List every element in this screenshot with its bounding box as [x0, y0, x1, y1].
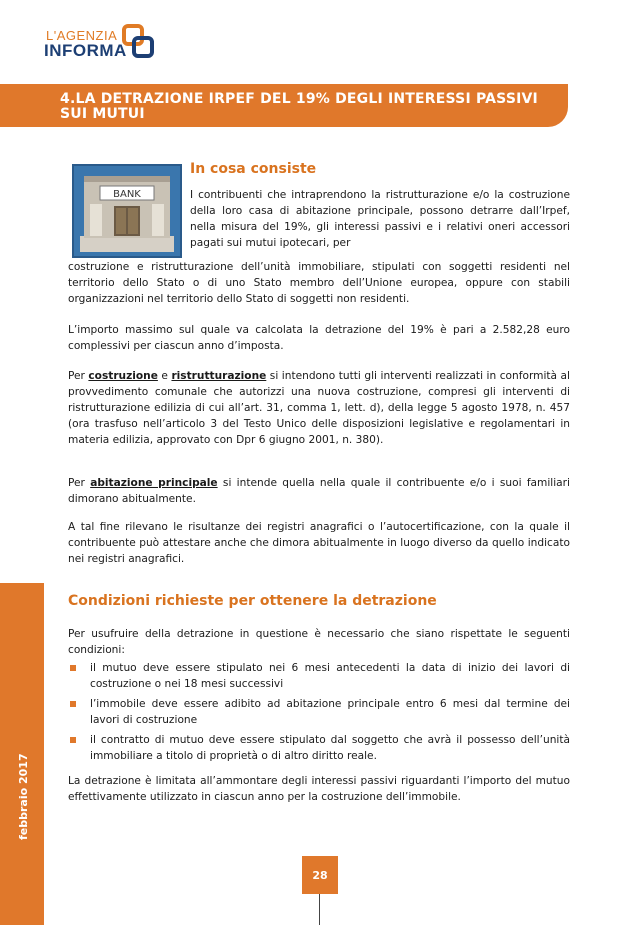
- logo-mark-icon: [122, 24, 156, 60]
- list-item-text: l’immobile deve essere adibito ad abitazione principale entro 6 mesi dal termine dei lavori di costruzione: [90, 698, 570, 726]
- text: si intende quella nella quale il contribuente e/o i suoi familiari dimorano abitualmente.: [68, 477, 570, 505]
- text: Per: [68, 370, 89, 382]
- bullet-icon: [70, 737, 76, 743]
- conditions-list: [68, 660, 570, 768]
- keyword-ristrutturazione: ristrutturazione: [171, 370, 267, 382]
- section-heading-consiste: In cosa consiste: [190, 161, 317, 177]
- bank-illustration: [70, 160, 184, 260]
- logo-line1: L'AGENZIA: [46, 28, 118, 43]
- list-item-text: il contratto di mutuo deve essere stipulato dal soggetto che avrà il possesso dell’unità immobiliare a titolo di proprietà o di altro diritto reale.: [90, 734, 570, 762]
- paragraph-importo: L’importo massimo sul quale va calcolata la detrazione del 19% è pari a 2.582,28 euro complessivi per ciascun anno d’imposta.: [68, 324, 570, 352]
- text: si intendono tutti gli interventi realizzati in conformità al provvedimento comunale che autorizzi una nuova costruzione, compresi gli interventi di ristrutturazione edilizia di cui all’art. 31, comma 1, lett. d), della legge 5 agosto 1978, n. 457 (ora trasfuso nell’articolo 3 del Testo Unico delle disposizioni legislative e regolamentari in materia edilizia, approvato con Dpr 6 giugno 2001, n. 380).: [68, 370, 570, 446]
- paragraph-closing: La detrazione è limitata all’ammontare degli interessi passivi riguardanti l’importo del mutuo effettivamente utilizzato in ciascun anno per la costruzione dell’immobile.: [68, 775, 570, 803]
- logo-line2: INFORMA: [44, 41, 127, 60]
- list-item: [68, 732, 570, 764]
- paragraph-registri: A tal fine rilevano le risultanze dei registri anagrafici o l’autocertificazione, con la quale il contribuente può attestare anche che dimora abitualmente in luogo diverso da quello indicato nei registri anagrafici.: [68, 521, 570, 565]
- paragraph-condizioni-intro: Per usufruire della detrazione in questione è necessario che siano rispettate le seguenti condizioni:: [68, 628, 570, 656]
- paragraph-costruzione: [68, 368, 570, 448]
- bullet-icon: [70, 701, 76, 707]
- agency-logo: [30, 14, 160, 64]
- side-date: [4, 800, 44, 840]
- page-title: 4.LA DETRAZIONE IRPEF DEL 19% DEGLI INTERESSI PASSIVI SUI MUTUI: [60, 91, 538, 122]
- list-item: [68, 696, 570, 728]
- section-heading-condizioni: Condizioni richieste per ottenere la detrazione: [68, 593, 437, 609]
- paragraph-abitazione: [68, 475, 570, 507]
- bank-sign: BANK: [113, 189, 141, 200]
- text: e: [157, 370, 172, 382]
- page-number: 28: [312, 869, 328, 882]
- keyword-costruzione: costruzione: [88, 370, 158, 382]
- text: Per: [68, 477, 91, 489]
- list-item: [68, 660, 570, 692]
- paragraph-intro-bottom: costruzione e ristrutturazione dell’unità immobiliare, stipulati con soggetti residenti nel territorio dello Stato o di uno Stato membro dell’Unione europea, oppure con stabili organizzazioni nel territorio dello Stato di soggetti non residenti.: [68, 261, 570, 305]
- list-item-text: il mutuo deve essere stipulato nei 6 mesi antecedenti la data di inizio dei lavori di costruzione o nei 18 mesi successivi: [90, 662, 570, 690]
- paragraph-intro-top: I contribuenti che intraprendono la ristrutturazione e/o la costruzione della loro casa di abitazione principale, possono detrarre dall’Irpef, nella misura del 19%, gli interessi passivi e i relativi oneri accessori pagati sui mutui ipotecari, per: [190, 189, 570, 249]
- keyword-abitazione-principale: abitazione principale: [90, 477, 218, 489]
- bullet-icon: [70, 665, 76, 671]
- page-divider-line: [319, 894, 320, 925]
